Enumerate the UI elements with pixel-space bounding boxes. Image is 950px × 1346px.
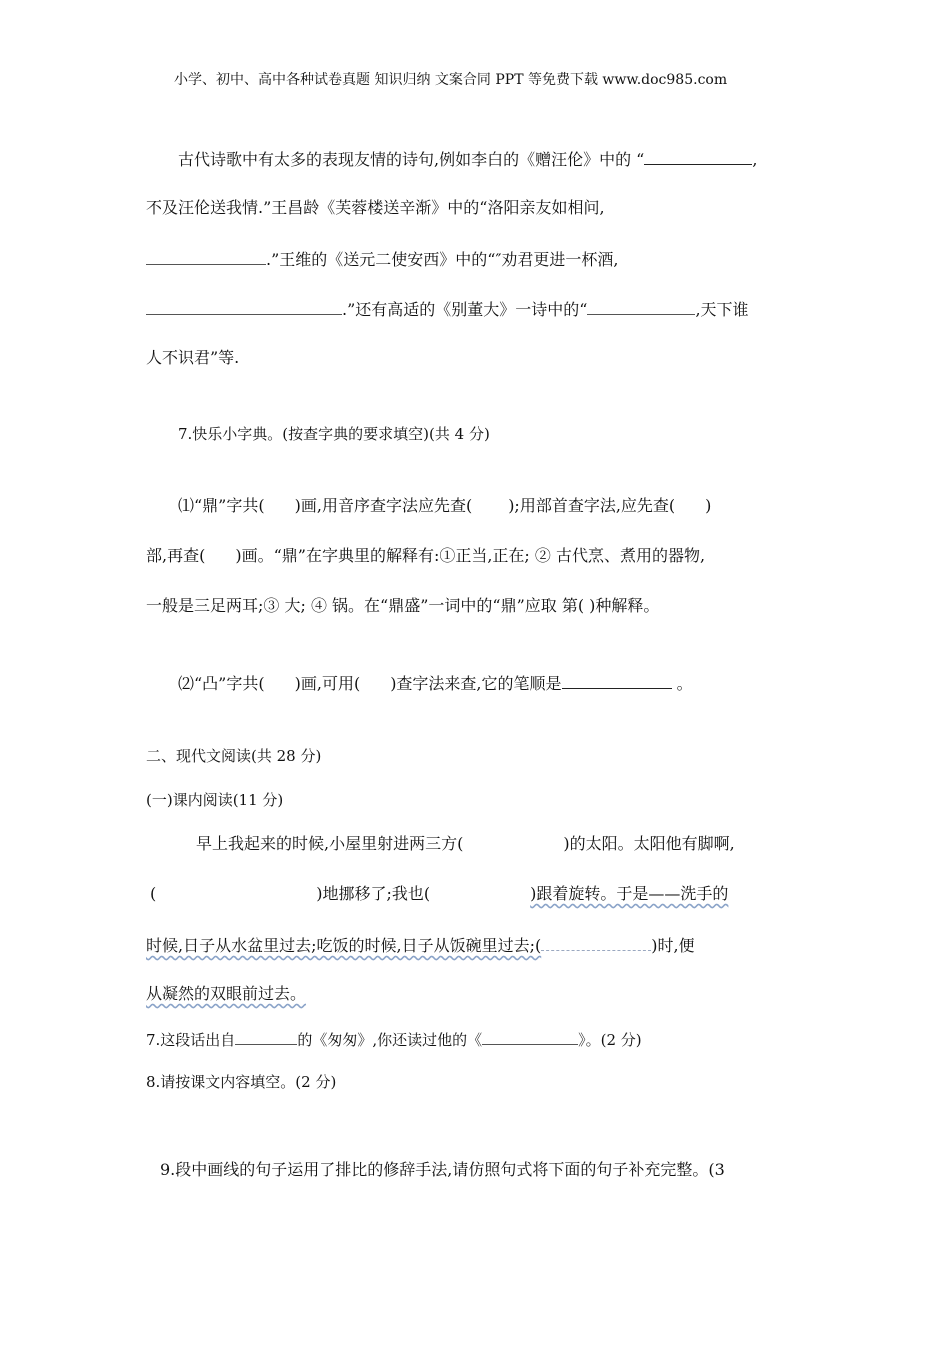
q-text: 》。(2 分) <box>578 1031 642 1049</box>
passage-line-1 <box>196 834 735 854</box>
answer-blank[interactable] <box>587 298 695 315</box>
question-8: 8.请按课文内容填空。(2 分) <box>146 1073 337 1091</box>
poem-line-1 <box>178 148 757 170</box>
question-7 <box>146 1028 642 1050</box>
q7-dict-part1-line2 <box>146 546 705 566</box>
passage-line-3 <box>146 934 695 956</box>
passage-text: 早上我起来的时候,小屋里射进两三方( <box>196 834 464 853</box>
answer-blank[interactable] <box>541 934 651 951</box>
poem-line-1-end: , <box>752 150 758 169</box>
answer-blank[interactable] <box>482 1028 578 1045</box>
q7-text: 部,再查( <box>146 546 206 565</box>
q7-text: )画,可用( <box>294 674 361 693</box>
poem-line-4-end: ,天下谁 <box>695 300 749 319</box>
passage-text: 从凝然的双眼前过去。 <box>146 984 307 1003</box>
passage-text: ( <box>150 884 157 903</box>
passage-text: 时候,日子从水盆里过去;吃饭的时候,日子从饭碗里过去;( <box>146 936 542 955</box>
answer-blank[interactable] <box>146 298 342 315</box>
passage-text: )跟着旋转。于是——洗手的 <box>530 884 729 903</box>
q-text: 7.这段话出自 <box>146 1031 236 1049</box>
q7-text: ⑵“凸”字共( <box>178 674 265 693</box>
q7-dict-part2 <box>178 672 693 694</box>
poem-line-4-text: .”还有高适的《别董大》一诗中的“ <box>342 300 588 319</box>
q7-text: );用部首查字法,应先查( <box>508 496 676 515</box>
q-text: 的《匆匆》,你还读过他的《 <box>297 1031 483 1049</box>
poem-line-2: 不及汪伦送我情.”王昌龄《芙蓉楼送辛渐》中的“洛阳亲友如相问, <box>146 198 605 217</box>
section-2-subtitle: (一)课内阅读(11 分) <box>146 791 284 809</box>
poem-line-3 <box>146 248 619 270</box>
q7-text: )画。“鼎”在字典里的解释有:①正当,正在; ② 古代烹、煮用的器物, <box>235 546 706 565</box>
q7-text: 。 <box>671 674 693 693</box>
poem-line-1-text: 古代诗歌中有太多的表现友情的诗句,例如李白的《赠汪伦》中的 “ <box>178 150 645 169</box>
poem-line-4 <box>146 298 749 320</box>
answer-blank[interactable] <box>644 148 752 165</box>
passage-text: )地挪移了;我也( <box>316 884 431 903</box>
passage-line-2 <box>150 884 728 904</box>
q7-text: )查字法来查,它的笔顺是 <box>390 674 562 693</box>
poem-line-5: 人不识君”等. <box>146 348 240 367</box>
passage-text: )时,便 <box>651 936 695 955</box>
q7-dict-part1-line1 <box>178 496 711 516</box>
q7-dict-part1-line3: 一般是三足两耳;③ 大; ④ 锅。在“鼎盛”一词中的“鼎”应取 第( )种解释。 <box>146 596 660 615</box>
q7-dict-title: 7.快乐小字典。(按查字典的要求填空)(共 4 分) <box>178 425 490 443</box>
answer-blank[interactable] <box>146 248 266 265</box>
passage-line-4 <box>146 984 306 1004</box>
q7-text: )画,用音序查字法应先查( <box>294 496 473 515</box>
q7-text: ) <box>705 496 712 515</box>
page-header: 小学、初中、高中各种试卷真题 知识归纳 文案合同 PPT 等免费下载 www.doc985.com <box>174 72 728 88</box>
answer-blank[interactable] <box>235 1028 297 1045</box>
passage-text: )的太阳。太阳他有脚啊, <box>563 834 735 853</box>
section-2-title: 二、现代文阅读(共 28 分) <box>146 747 322 765</box>
poem-line-3-text: .”王维的《送元二使安西》中的“″劝君更进一杯酒, <box>266 250 619 269</box>
question-9: 9.段中画线的句子运用了排比的修辞手法,请仿照句式将下面的句子补充完整。(3 <box>160 1160 725 1179</box>
answer-blank[interactable] <box>562 672 672 689</box>
q7-text: ⑴“鼎”字共( <box>178 496 265 515</box>
